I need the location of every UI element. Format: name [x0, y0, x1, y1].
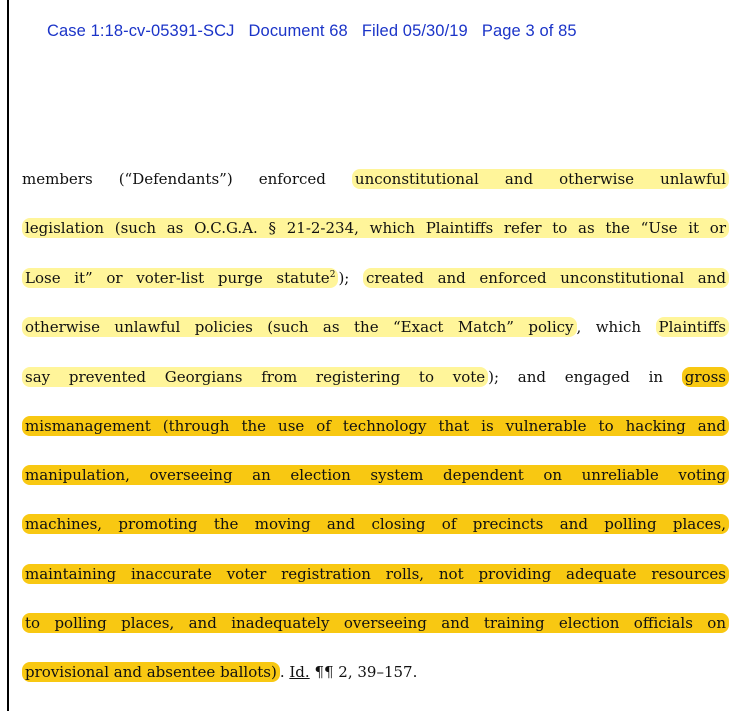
- plain-text: .: [279, 663, 290, 681]
- text-line: [22, 365, 729, 389]
- plain-text: ¶¶ 2, 39–157.: [309, 663, 418, 681]
- text-line: [22, 512, 729, 536]
- orange-highlight: manipulation, overseeing an election system dependent on unreliable voting: [22, 465, 729, 485]
- yellow-highlight: say prevented Georgians from registering to vote: [22, 367, 488, 387]
- case-header: [47, 22, 577, 41]
- case-number: Case 1:18-cv-05391-SCJ: [47, 22, 235, 40]
- plain-text: ); and engaged in: [488, 368, 682, 386]
- plain-text: members (“Defendants”) enforced: [22, 170, 352, 188]
- page-number: Page 3 of 85: [481, 22, 577, 40]
- text-line: [22, 315, 729, 339]
- text-line: [22, 611, 729, 635]
- text-line: [22, 463, 729, 487]
- yellow-highlight: unconstitutional and otherwise unlawful: [352, 169, 729, 189]
- highlight-text: Lose it” or voter-list purge statute: [25, 269, 330, 287]
- footnote-marker: 2: [329, 270, 336, 280]
- orange-highlight: machines, promoting the moving and closing of precincts and polling places,: [22, 514, 729, 534]
- citation-id: Id.: [289, 663, 310, 681]
- yellow-highlight: Plaintiffs: [656, 317, 729, 337]
- orange-highlight: provisional and absentee ballots): [22, 662, 280, 682]
- orange-highlight: to polling places, and inadequately overseeing and training election officials on: [22, 613, 729, 633]
- plain-text: , which: [576, 318, 656, 336]
- text-line: [22, 562, 729, 586]
- document-number: Document 68: [248, 22, 348, 40]
- text-line: [22, 216, 729, 240]
- text-line: [22, 414, 729, 438]
- text-line: [22, 167, 729, 191]
- plain-text: );: [338, 269, 364, 287]
- text-line: [22, 266, 729, 290]
- yellow-highlight: [22, 268, 338, 288]
- filed-date: Filed 05/30/19: [361, 22, 468, 40]
- yellow-highlight: created and enforced unconstitutional and: [363, 268, 729, 288]
- page-left-border: [7, 0, 9, 711]
- text-line: [22, 660, 729, 684]
- orange-highlight: maintaining inaccurate voter registration rolls, not providing adequate resources: [22, 564, 729, 584]
- orange-highlight: mismanagement (through the use of technology that is vulnerable to hacking and: [22, 416, 729, 436]
- yellow-highlight: legislation (such as O.C.G.A. § 21-2-234, which Plaintiffs refer to as the “Use it or: [22, 218, 729, 238]
- orange-highlight: gross: [682, 367, 729, 387]
- yellow-highlight: otherwise unlawful policies (such as the “Exact Match” policy: [22, 317, 577, 337]
